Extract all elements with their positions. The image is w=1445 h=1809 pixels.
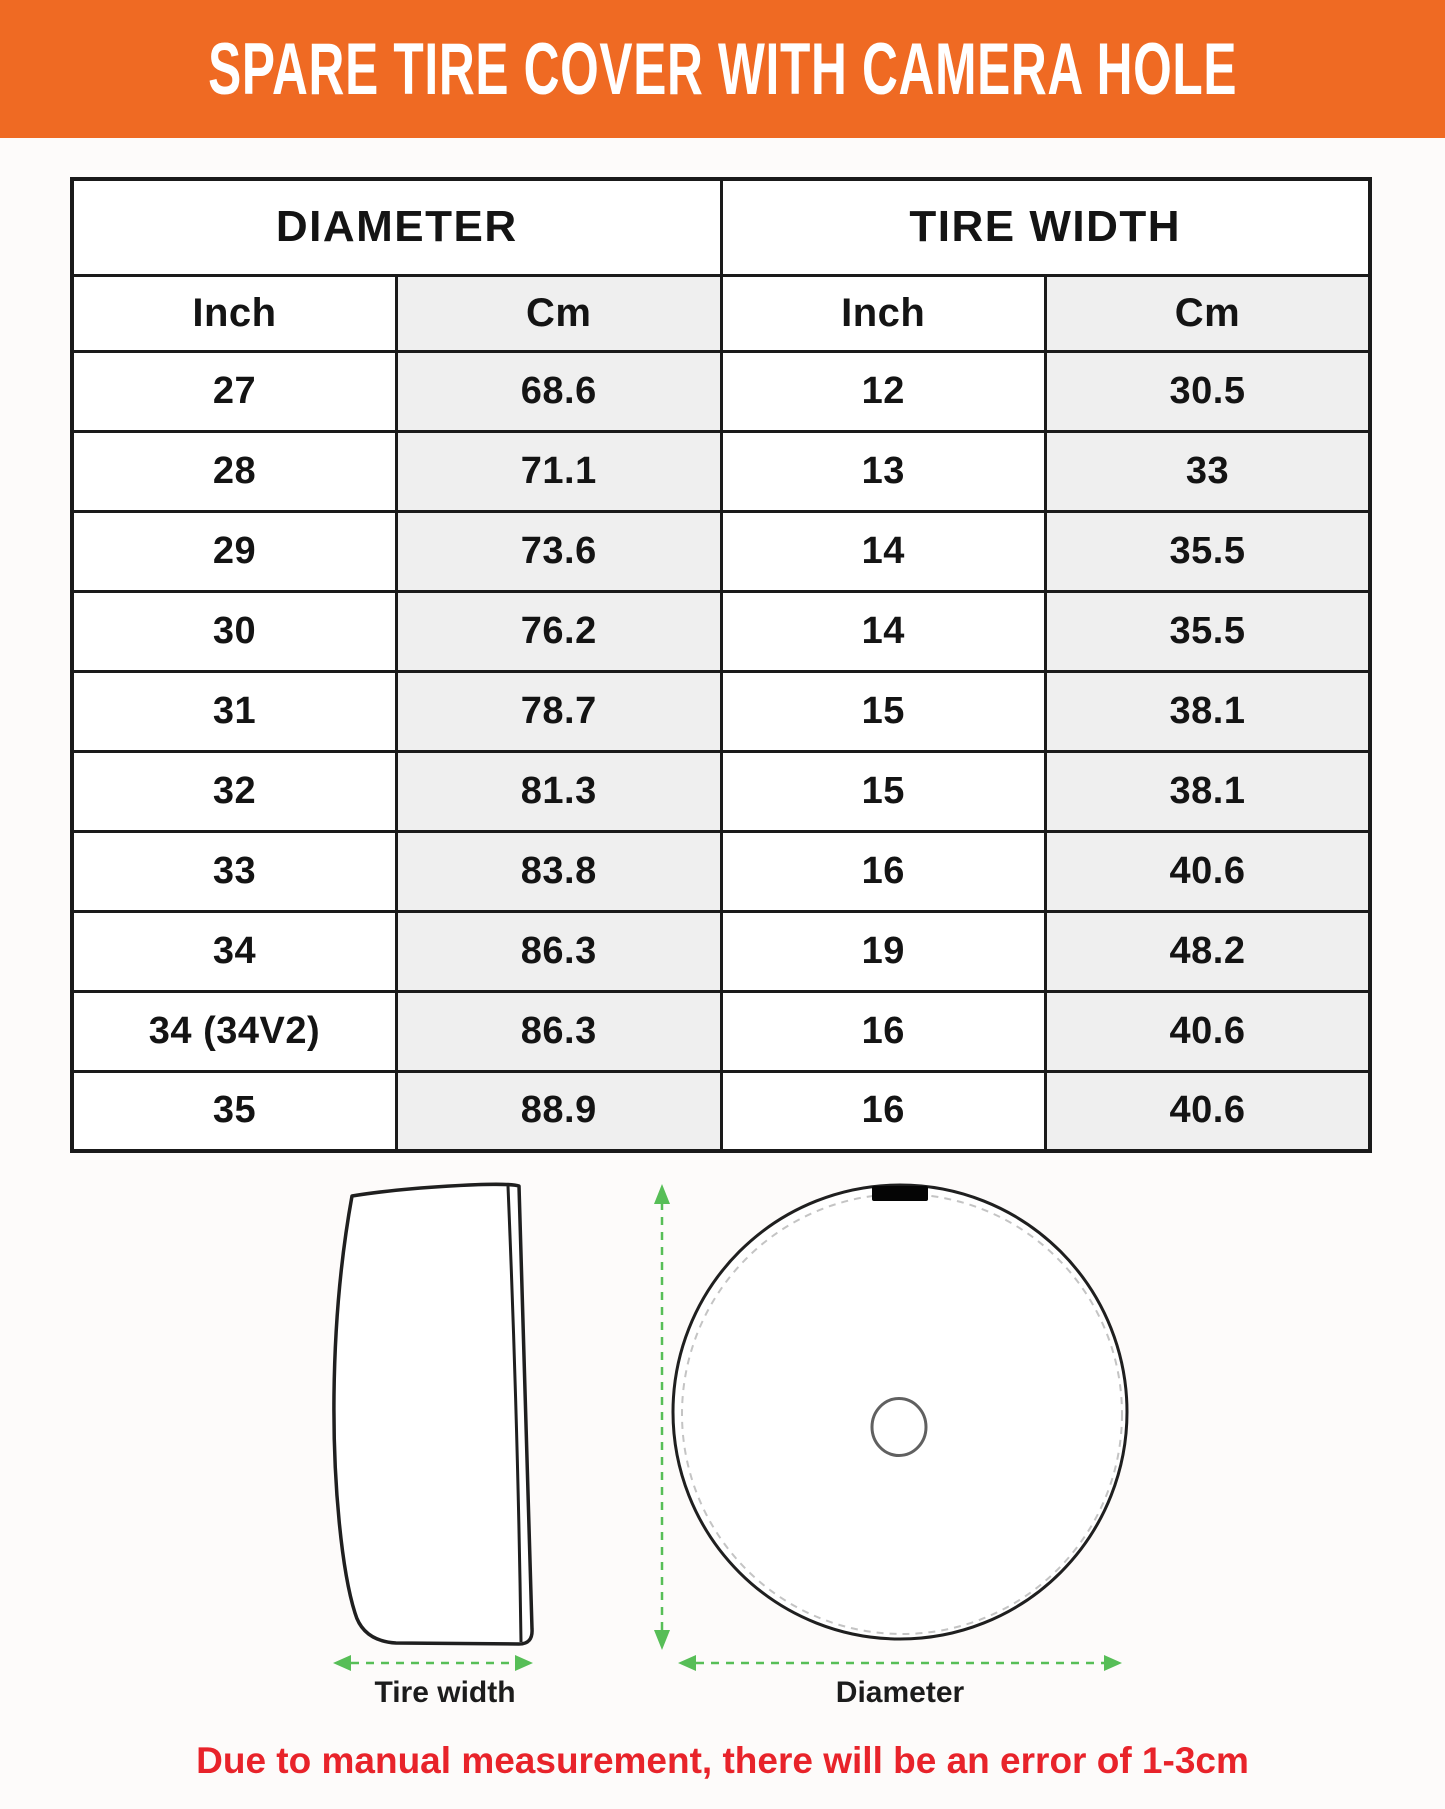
diameter-inch-cell: 30 bbox=[72, 591, 397, 671]
tire-front-circle bbox=[673, 1185, 1127, 1639]
table-row bbox=[72, 511, 1370, 591]
measurement-note: Due to manual measurement, there will be an error of 1-3cm bbox=[196, 1740, 1249, 1781]
column-header-row bbox=[72, 275, 1370, 351]
camera-hole bbox=[872, 1399, 926, 1456]
side-tire-outline bbox=[334, 1184, 532, 1644]
diameter-cm-cell: 88.9 bbox=[397, 1071, 722, 1151]
width-inch-header: Inch bbox=[721, 275, 1046, 351]
width-cm-cell: 40.6 bbox=[1046, 831, 1371, 911]
width-cm-cell: 38.1 bbox=[1046, 751, 1371, 831]
camera-mark bbox=[872, 1186, 928, 1201]
table-row bbox=[72, 1071, 1370, 1151]
width-inch-cell: 14 bbox=[721, 591, 1046, 671]
table-row bbox=[72, 751, 1370, 831]
width-cm-cell: 33 bbox=[1046, 431, 1371, 511]
width-inch-cell: 19 bbox=[721, 911, 1046, 991]
table-row bbox=[72, 591, 1370, 671]
diameter-cm-cell: 78.7 bbox=[397, 671, 722, 751]
diameter-group-header: DIAMETER bbox=[72, 179, 721, 275]
width-inch-cell: 13 bbox=[721, 431, 1046, 511]
diameter-arrow bbox=[678, 1655, 1122, 1671]
diameter-inch-cell: 28 bbox=[72, 431, 397, 511]
table-row bbox=[72, 831, 1370, 911]
diameter-inch-cell: 29 bbox=[72, 511, 397, 591]
width-inch-cell: 16 bbox=[721, 991, 1046, 1071]
diameter-inch-cell: 34 bbox=[72, 911, 397, 991]
diameter-cm-header: Cm bbox=[397, 275, 722, 351]
diameter-inch-cell: 27 bbox=[72, 351, 397, 431]
header-banner bbox=[0, 0, 1445, 138]
tire-width-label: Tire width bbox=[374, 1676, 516, 1709]
table-row bbox=[72, 351, 1370, 431]
table-row bbox=[72, 991, 1370, 1071]
table-row bbox=[72, 671, 1370, 751]
width-cm-cell: 35.5 bbox=[1046, 511, 1371, 591]
width-cm-header: Cm bbox=[1046, 275, 1371, 351]
diameter-cm-cell: 83.8 bbox=[397, 831, 722, 911]
side-tire-inner-edge bbox=[508, 1186, 521, 1642]
width-inch-cell: 15 bbox=[721, 671, 1046, 751]
table-row bbox=[72, 431, 1370, 511]
table-row bbox=[72, 911, 1370, 991]
width-cm-cell: 40.6 bbox=[1046, 1071, 1371, 1151]
tire-width-arrow bbox=[333, 1655, 533, 1671]
width-cm-cell: 38.1 bbox=[1046, 671, 1371, 751]
width-inch-cell: 15 bbox=[721, 751, 1046, 831]
diameter-inch-cell: 34 (34V2) bbox=[72, 991, 397, 1071]
diameter-inch-cell: 31 bbox=[72, 671, 397, 751]
diameter-vertical-arrow bbox=[654, 1184, 670, 1650]
group-header-row bbox=[72, 179, 1370, 275]
diameter-inch-header: Inch bbox=[72, 275, 397, 351]
diameter-cm-cell: 86.3 bbox=[397, 991, 722, 1071]
page-title: SPARE TIRE COVER WITH CAMERA HOLE bbox=[207, 28, 1238, 110]
diameter-cm-cell: 86.3 bbox=[397, 911, 722, 991]
width-cm-cell: 40.6 bbox=[1046, 991, 1371, 1071]
diameter-cm-cell: 71.1 bbox=[397, 431, 722, 511]
width-inch-cell: 16 bbox=[721, 1071, 1046, 1151]
width-cm-cell: 48.2 bbox=[1046, 911, 1371, 991]
width-inch-cell: 16 bbox=[721, 831, 1046, 911]
width-cm-cell: 35.5 bbox=[1046, 591, 1371, 671]
diameter-cm-cell: 68.6 bbox=[397, 351, 722, 431]
tire-width-group-header: TIRE WIDTH bbox=[721, 179, 1370, 275]
diameter-cm-cell: 73.6 bbox=[397, 511, 722, 591]
diameter-inch-cell: 35 bbox=[72, 1071, 397, 1151]
tread-dashed-circle bbox=[682, 1194, 1122, 1634]
diameter-cm-cell: 76.2 bbox=[397, 591, 722, 671]
width-cm-cell: 30.5 bbox=[1046, 351, 1371, 431]
width-inch-cell: 14 bbox=[721, 511, 1046, 591]
width-inch-cell: 12 bbox=[721, 351, 1046, 431]
diameter-label: Diameter bbox=[835, 1676, 965, 1709]
diameter-inch-cell: 33 bbox=[72, 831, 397, 911]
diameter-inch-cell: 32 bbox=[72, 751, 397, 831]
diameter-cm-cell: 81.3 bbox=[397, 751, 722, 831]
size-table bbox=[70, 177, 1372, 1153]
